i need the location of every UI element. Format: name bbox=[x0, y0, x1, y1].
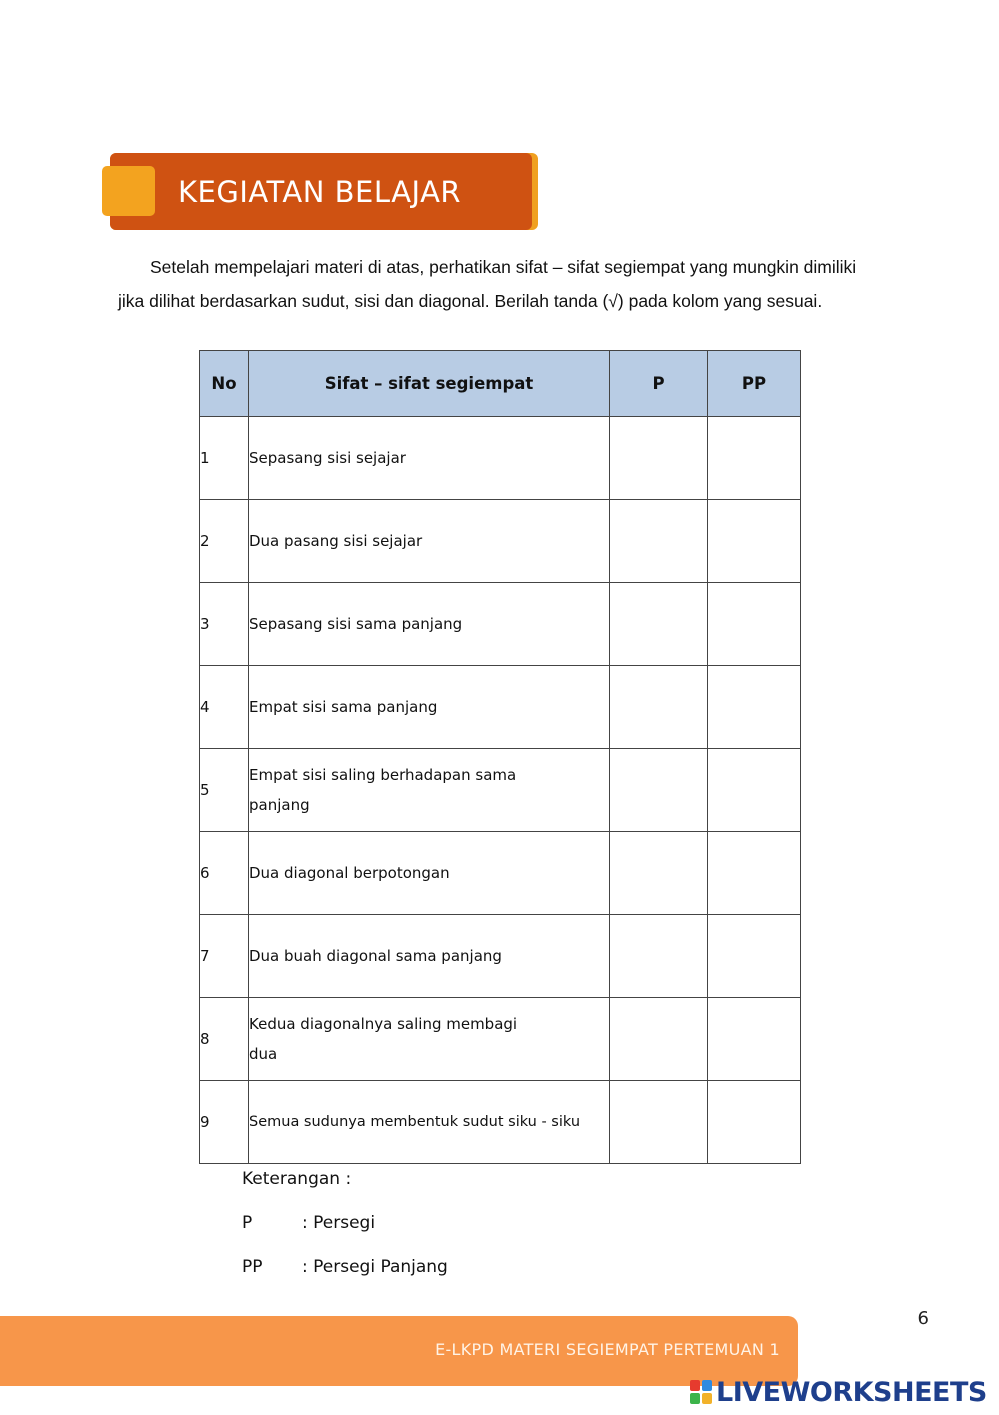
row-property: Semua sudunya membentuk sudut siku - siku bbox=[249, 1081, 610, 1164]
row-property: Dua buah diagonal sama panjang bbox=[249, 915, 610, 998]
liveworksheets-logo[interactable] bbox=[690, 1375, 987, 1409]
header-property: Sifat – sifat segiempat bbox=[249, 351, 610, 417]
footer-bar bbox=[0, 1316, 798, 1386]
table-row bbox=[200, 998, 801, 1081]
check-cell-p[interactable] bbox=[610, 417, 708, 500]
legend-item bbox=[242, 1207, 448, 1251]
title-banner-square-icon bbox=[102, 166, 155, 216]
row-number: 1 bbox=[200, 417, 249, 500]
row-number: 6 bbox=[200, 832, 249, 915]
header-p: P bbox=[610, 351, 708, 417]
row-number: 8 bbox=[200, 998, 249, 1081]
header-pp: PP bbox=[708, 351, 801, 417]
row-number: 7 bbox=[200, 915, 249, 998]
row-property: Sepasang sisi sama panjang bbox=[249, 583, 610, 666]
check-cell-pp[interactable] bbox=[708, 583, 801, 666]
page-number: 6 bbox=[917, 1308, 929, 1329]
table-row bbox=[200, 832, 801, 915]
row-number: 4 bbox=[200, 666, 249, 749]
row-property: Kedua diagonalnya saling membagi dua bbox=[249, 998, 610, 1081]
check-cell-p[interactable] bbox=[610, 915, 708, 998]
check-cell-pp[interactable] bbox=[708, 832, 801, 915]
liveworksheets-brand-text: LIVEWORKSHEETS bbox=[716, 1376, 987, 1408]
check-cell-pp[interactable] bbox=[708, 1081, 801, 1164]
row-property: Empat sisi saling berhadapan sama panjang bbox=[249, 749, 610, 832]
check-cell-p[interactable] bbox=[610, 583, 708, 666]
instructions-line-1: Setelah mempelajari materi di atas, perhatikan sifat – sifat segiempat yang mungkin dimiliki bbox=[150, 257, 857, 277]
check-cell-pp[interactable] bbox=[708, 500, 801, 583]
check-cell-p[interactable] bbox=[610, 500, 708, 583]
row-number: 5 bbox=[200, 749, 249, 832]
check-cell-pp[interactable] bbox=[708, 417, 801, 500]
table-row bbox=[200, 583, 801, 666]
check-cell-pp[interactable] bbox=[708, 915, 801, 998]
check-cell-pp[interactable] bbox=[708, 666, 801, 749]
table-row bbox=[200, 915, 801, 998]
properties-table bbox=[199, 350, 801, 1164]
table-header-row bbox=[200, 351, 801, 417]
table-row bbox=[200, 500, 801, 583]
legend bbox=[242, 1163, 448, 1295]
table-row bbox=[200, 417, 801, 500]
legend-value: : Persegi bbox=[302, 1213, 376, 1233]
row-number: 9 bbox=[200, 1081, 249, 1164]
page-title: KEGIATAN BELAJAR bbox=[178, 175, 462, 209]
row-property: Sepasang sisi sejajar bbox=[249, 417, 610, 500]
row-property: Dua pasang sisi sejajar bbox=[249, 500, 610, 583]
liveworksheets-logo-icon bbox=[690, 1380, 712, 1404]
table-row bbox=[200, 666, 801, 749]
check-cell-pp[interactable] bbox=[708, 998, 801, 1081]
check-cell-p[interactable] bbox=[610, 998, 708, 1081]
legend-heading: Keterangan : bbox=[242, 1169, 352, 1189]
check-cell-p[interactable] bbox=[610, 749, 708, 832]
instructions-line-2: jika dilihat berdasarkan sudut, sisi dan diagonal. Berilah tanda (√) pada kolom yang sesuai. bbox=[118, 291, 823, 311]
row-number: 2 bbox=[200, 500, 249, 583]
row-property: Empat sisi sama panjang bbox=[249, 666, 610, 749]
legend-item bbox=[242, 1251, 448, 1295]
header-no: No bbox=[200, 351, 249, 417]
check-cell-p[interactable] bbox=[610, 1081, 708, 1164]
instructions-paragraph bbox=[118, 250, 918, 318]
check-cell-pp[interactable] bbox=[708, 749, 801, 832]
legend-key: PP bbox=[242, 1257, 263, 1277]
row-property: Dua diagonal berpotongan bbox=[249, 832, 610, 915]
check-cell-p[interactable] bbox=[610, 666, 708, 749]
footer-text: E-LKPD MATERI SEGIEMPAT PERTEMUAN 1 bbox=[435, 1340, 780, 1359]
table-row bbox=[200, 1081, 801, 1164]
legend-value: : Persegi Panjang bbox=[302, 1257, 448, 1277]
row-number: 3 bbox=[200, 583, 249, 666]
check-cell-p[interactable] bbox=[610, 832, 708, 915]
legend-key: P bbox=[242, 1213, 253, 1233]
table-row bbox=[200, 749, 801, 832]
